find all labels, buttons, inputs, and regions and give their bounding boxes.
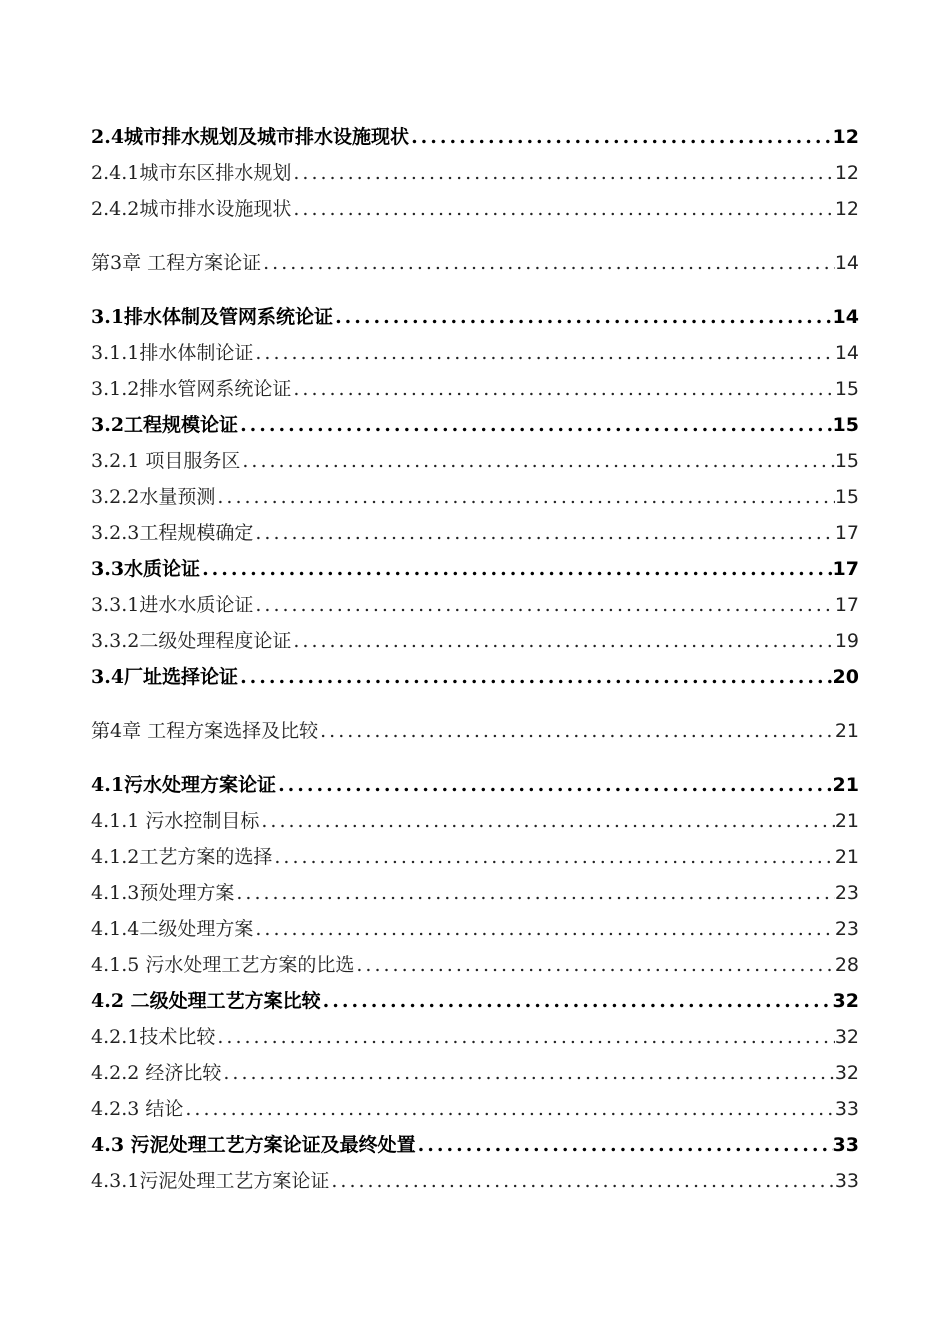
toc-entry-page: 14 bbox=[832, 306, 859, 328]
toc-entry-page: 17 bbox=[834, 522, 859, 544]
toc-dot-leader bbox=[240, 443, 834, 479]
toc-entry-title: 3.3.2二级处理程度论证 bbox=[91, 630, 292, 652]
toc-entry-page: 32 bbox=[834, 1062, 859, 1084]
toc-entry[interactable] bbox=[91, 335, 859, 371]
toc-dot-leader bbox=[329, 1163, 834, 1199]
toc-entry-title: 3.3水质论证 bbox=[91, 558, 201, 580]
toc-entry-page: 15 bbox=[834, 378, 859, 400]
toc-entry-title: 4.1.4二级处理方案 bbox=[91, 918, 254, 940]
toc-entry-page: 33 bbox=[832, 1134, 859, 1156]
toc-entry-page: 19 bbox=[834, 630, 859, 652]
toc-entry-page: 14 bbox=[834, 252, 859, 274]
toc-entry-page: 12 bbox=[832, 126, 859, 148]
toc-entry-page: 17 bbox=[834, 594, 859, 616]
toc-entry-title: 4.3.1污泥处理工艺方案论证 bbox=[91, 1170, 330, 1192]
toc-entry[interactable] bbox=[91, 371, 859, 407]
toc-entry-page: 23 bbox=[834, 918, 859, 940]
toc-entry[interactable] bbox=[91, 407, 859, 443]
toc-dot-leader bbox=[354, 947, 834, 983]
toc-entry[interactable] bbox=[91, 623, 859, 659]
toc-dot-leader bbox=[409, 119, 832, 155]
toc-entry-title: 第4章 工程方案选择及比较 bbox=[91, 720, 319, 742]
toc-entry-title: 4.2.3 结论 bbox=[91, 1098, 184, 1120]
toc-entry-page: 21 bbox=[834, 720, 859, 742]
toc-chapter-entry[interactable] bbox=[91, 713, 859, 749]
toc-entry-title: 4.1.5 污水处理工艺方案的比选 bbox=[91, 954, 355, 976]
toc-entry[interactable] bbox=[91, 1055, 859, 1091]
toc-entry-title: 第3章 工程方案论证 bbox=[91, 252, 262, 274]
toc-dot-leader bbox=[238, 659, 832, 695]
toc-entry-title: 4.2.2 经济比较 bbox=[91, 1062, 222, 1084]
toc-chapter-entry[interactable] bbox=[91, 245, 859, 281]
toc-entry-title: 2.4.2城市排水设施现状 bbox=[91, 198, 292, 220]
toc-entry-title: 3.2.1 项目服务区 bbox=[91, 450, 241, 472]
toc-entry-title: 4.1污水处理方案论证 bbox=[91, 774, 277, 796]
toc-entry[interactable] bbox=[91, 947, 859, 983]
toc-entry-title: 3.1.1排水体制论证 bbox=[91, 342, 254, 364]
toc-entry[interactable] bbox=[91, 875, 859, 911]
toc-entry-title: 4.1.1 污水控制目标 bbox=[91, 810, 260, 832]
toc-entry-page: 12 bbox=[834, 162, 859, 184]
toc-entry-page: 33 bbox=[834, 1098, 859, 1120]
toc-entry[interactable] bbox=[91, 839, 859, 875]
toc-entry-page: 33 bbox=[834, 1170, 859, 1192]
toc-entry-title: 3.1.2排水管网系统论证 bbox=[91, 378, 292, 400]
toc-dot-leader bbox=[321, 983, 833, 1019]
toc-entry-title: 2.4城市排水规划及城市排水设施现状 bbox=[91, 126, 410, 148]
toc-entry[interactable] bbox=[91, 1091, 859, 1127]
toc-entry[interactable] bbox=[91, 911, 859, 947]
toc-dot-leader bbox=[183, 1091, 834, 1127]
toc-entry-title: 4.3 污泥处理工艺方案论证及最终处置 bbox=[91, 1134, 416, 1156]
table-of-contents bbox=[91, 119, 859, 1199]
toc-entry[interactable] bbox=[91, 551, 859, 587]
toc-entry-page: 20 bbox=[832, 666, 859, 688]
toc-entry-title: 4.2.1技术比较 bbox=[91, 1026, 216, 1048]
toc-entry[interactable] bbox=[91, 1163, 859, 1199]
toc-dot-leader bbox=[215, 479, 834, 515]
toc-dot-leader bbox=[253, 515, 834, 551]
toc-entry-title: 2.4.1城市东区排水规划 bbox=[91, 162, 292, 184]
toc-dot-leader bbox=[253, 911, 834, 947]
toc-entry-page: 17 bbox=[832, 558, 859, 580]
toc-entry[interactable] bbox=[91, 659, 859, 695]
toc-entry-title: 3.2工程规模论证 bbox=[91, 414, 239, 436]
toc-entry-page: 15 bbox=[834, 486, 859, 508]
toc-entry[interactable] bbox=[91, 1127, 859, 1163]
toc-entry-page: 28 bbox=[834, 954, 859, 976]
toc-entry[interactable] bbox=[91, 515, 859, 551]
toc-entry[interactable] bbox=[91, 587, 859, 623]
toc-entry-title: 4.1.2工艺方案的选择 bbox=[91, 846, 273, 868]
toc-entry[interactable] bbox=[91, 191, 859, 227]
toc-entry[interactable] bbox=[91, 1019, 859, 1055]
toc-entry-title: 3.4厂址选择论证 bbox=[91, 666, 239, 688]
toc-dot-leader bbox=[238, 407, 832, 443]
toc-entry-page: 15 bbox=[832, 414, 859, 436]
toc-dot-leader bbox=[276, 767, 832, 803]
toc-dot-leader bbox=[261, 245, 835, 281]
toc-dot-leader bbox=[234, 875, 834, 911]
toc-entry-page: 14 bbox=[834, 342, 859, 364]
toc-dot-leader bbox=[272, 839, 834, 875]
toc-entry-page: 21 bbox=[834, 846, 859, 868]
toc-dot-leader bbox=[291, 371, 834, 407]
toc-entry-page: 12 bbox=[834, 198, 859, 220]
toc-dot-leader bbox=[259, 803, 834, 839]
toc-entry-title: 4.1.3预处理方案 bbox=[91, 882, 235, 904]
toc-entry[interactable] bbox=[91, 803, 859, 839]
toc-dot-leader bbox=[333, 299, 832, 335]
toc-dot-leader bbox=[221, 1055, 834, 1091]
toc-entry-title: 3.2.2水量预测 bbox=[91, 486, 216, 508]
toc-entry-title: 3.1排水体制及管网系统论证 bbox=[91, 306, 334, 328]
toc-entry-page: 15 bbox=[834, 450, 859, 472]
toc-entry-page: 23 bbox=[834, 882, 859, 904]
toc-dot-leader bbox=[215, 1019, 834, 1055]
toc-dot-leader bbox=[253, 335, 834, 371]
toc-entry[interactable] bbox=[91, 299, 859, 335]
toc-entry-page: 21 bbox=[834, 810, 859, 832]
toc-entry[interactable] bbox=[91, 119, 859, 155]
toc-entry-title: 4.2 二级处理工艺方案比较 bbox=[91, 990, 321, 1012]
toc-dot-leader bbox=[416, 1127, 833, 1163]
toc-entry-title: 3.3.1进水水质论证 bbox=[91, 594, 254, 616]
toc-entry[interactable] bbox=[91, 767, 859, 803]
toc-entry[interactable] bbox=[91, 443, 859, 479]
toc-entry[interactable] bbox=[91, 983, 859, 1019]
toc-dot-leader bbox=[291, 623, 834, 659]
toc-dot-leader bbox=[318, 713, 835, 749]
toc-dot-leader bbox=[291, 191, 834, 227]
toc-entry-page: 32 bbox=[832, 990, 859, 1012]
toc-entry[interactable] bbox=[91, 155, 859, 191]
toc-dot-leader bbox=[200, 551, 832, 587]
toc-entry-title: 3.2.3工程规模确定 bbox=[91, 522, 254, 544]
toc-entry-page: 32 bbox=[834, 1026, 859, 1048]
toc-dot-leader bbox=[253, 587, 834, 623]
toc-entry-page: 21 bbox=[832, 774, 859, 796]
toc-entry[interactable] bbox=[91, 479, 859, 515]
toc-dot-leader bbox=[291, 155, 834, 191]
